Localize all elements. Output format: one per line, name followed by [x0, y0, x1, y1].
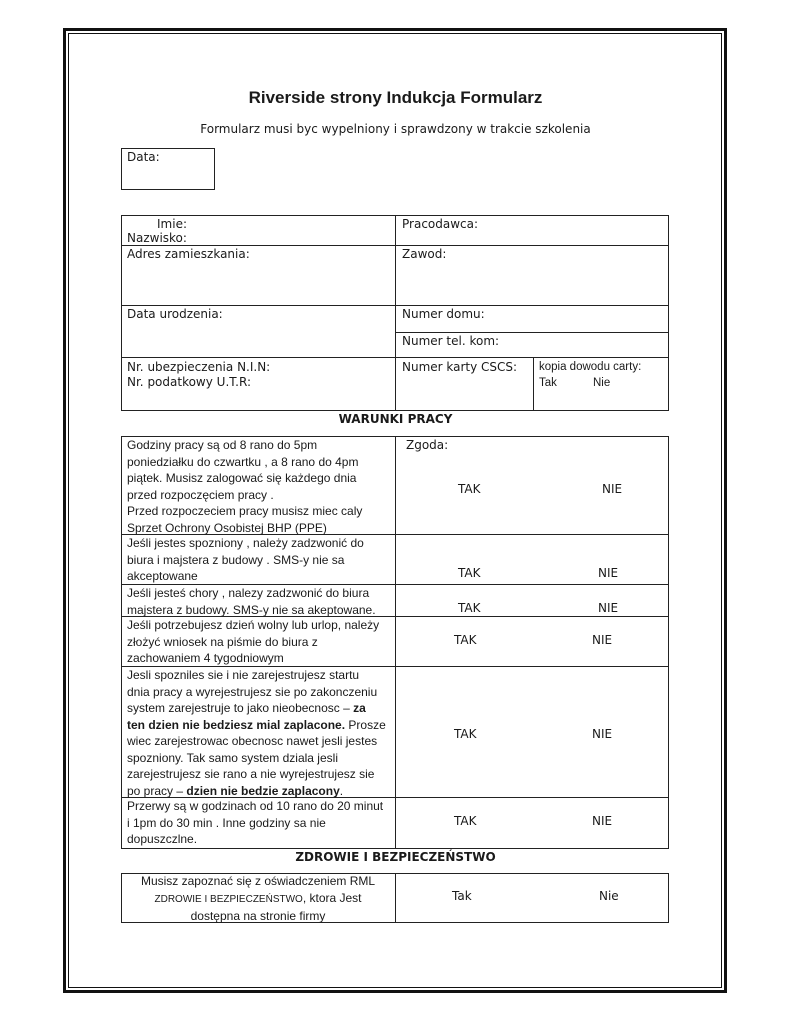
utr-field[interactable]: Nr. podatkowy U.T.R: [127, 375, 251, 389]
nin-field[interactable]: Nr. ubezpieczenia N.I.N: [127, 360, 271, 374]
consent-yes-option[interactable]: TAK [454, 814, 477, 828]
occupation-field[interactable]: Zawod: [402, 247, 447, 261]
table-divider [533, 357, 534, 411]
consent-no-option[interactable]: NIE [602, 482, 623, 496]
health-yes-option[interactable]: Tak [452, 889, 472, 903]
health-safety-text: Musisz zapoznać się z oświadczeniem RML ZDROWIE I BEZPIECZEŃSTWO, ktora Jest dostępna na stronie firmy [140, 874, 376, 923]
consent-yes-option[interactable]: TAK [454, 727, 477, 741]
consent-no-option[interactable]: NIE [592, 633, 613, 647]
condition-text: Jeśli jestes spozniony , należy zadzwonić do biura i majstera z budowy . SMS-y nie sa akceptowane [127, 536, 364, 583]
employer-field[interactable]: Pracodawca: [402, 217, 479, 231]
table-divider [395, 436, 396, 849]
consent-label: Zgoda: [406, 438, 449, 452]
home-phone-field[interactable]: Numer domu: [402, 307, 485, 321]
table-divider [121, 245, 669, 246]
table-divider [121, 357, 669, 358]
form-subtitle: Formularz musi byc wypelniony i sprawdzony w trakcie szkolenia [200, 122, 591, 136]
mobile-phone-field[interactable]: Numer tel. kom: [402, 334, 500, 348]
id-copy-no[interactable]: Nie [593, 377, 611, 389]
health-no-option[interactable]: Nie [599, 889, 619, 903]
table-divider [395, 873, 396, 923]
cscs-field[interactable]: Numer karty CSCS: [402, 360, 518, 374]
surname-field[interactable]: Nazwisko: [127, 231, 187, 245]
consent-no-option[interactable]: NIE [598, 566, 619, 580]
consent-yes-option[interactable]: TAK [454, 633, 477, 647]
condition-text: Jeśli potrzebujesz dzień wolny lub urlop, należy złożyć wniosek na piśmie do biura z zachowaniem 4 tygodniowym [127, 618, 380, 665]
table-divider [395, 332, 669, 333]
section-heading-work-conditions: WARUNKI PRACY [338, 412, 453, 426]
consent-yes-option[interactable]: TAK [458, 482, 481, 496]
consent-no-option[interactable]: NIE [592, 727, 613, 741]
form-title: Riverside strony Indukcja Formularz [248, 88, 543, 107]
birth-date-field[interactable]: Data urodzenia: [127, 307, 223, 321]
id-copy-label: kopia dowodu carty: [539, 361, 642, 373]
id-copy-yes[interactable]: Tak [539, 377, 557, 389]
consent-yes-option[interactable]: TAK [458, 601, 481, 615]
condition-text: Przerwy są w godzinach od 10 rano do 20 minut i 1pm do 30 min . Inne godziny sa nie dopuszczlne. [127, 799, 384, 846]
date-label: Data: [127, 150, 160, 164]
condition-text: Jesli spozniles sie i nie zarejestrujesz startu dnia pracy a wyrejestrujesz sie po zakonczeniu system zarejestruje to jako nieobecnosc – za ten dzien nie bedziesz mial zaplacone. Prosze wiec zarejestrowac obecnosc nawet jesli jestes spozniony. Tak samo system dziala jesli zarejestrujesz sie rano a nie wyrejestrujesz sie po pracy – dzien nie bedzie zaplacony. [127, 668, 386, 798]
table-divider [121, 305, 669, 306]
section-heading-health-safety: ZDROWIE I BEZPIECZEŃSTWO [295, 850, 496, 864]
condition-text: Jeśli jesteś chory , nalezy zadzwonić do biura majstera z budowy. SMS-y nie sa akeptowane. [127, 586, 376, 617]
consent-no-option[interactable]: NIE [598, 601, 619, 615]
address-field[interactable]: Adres zamieszkania: [127, 247, 250, 261]
consent-no-option[interactable]: NIE [592, 814, 613, 828]
condition-text: Godziny pracy są od 8 rano do 5pm poniedziałku do czwartku , a 8 rano do 4pm piątek. Musisz zalogować się każdego dnia przed rozpoczęciem pracy . Przed rozpoczeciem pracy musisz miec caly Sprzet Ochrony Osobistej BHP (PPE) [127, 438, 363, 535]
name-field[interactable]: Imie: [157, 217, 187, 231]
consent-yes-option[interactable]: TAK [458, 566, 481, 580]
